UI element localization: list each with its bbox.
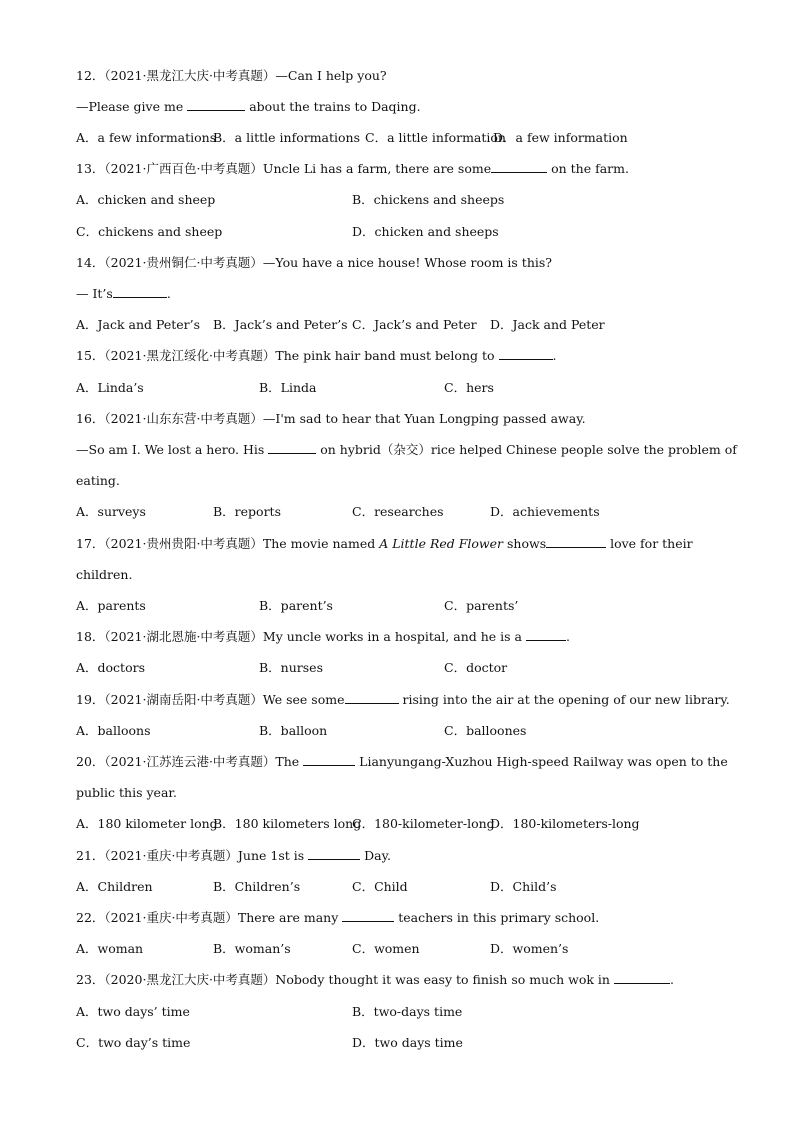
question-14-line2-text-post: . bbox=[166, 286, 171, 301]
question-18-text: 18．（2021·湖北恩施·中考真题）My uncle works in a hospital, and he is a bbox=[76, 629, 522, 644]
question-14-options bbox=[76, 315, 734, 335]
question-14-text: 14．（2021·贵州铜仁·中考真题）—You have a nice house! Whose room is this? bbox=[76, 255, 552, 270]
option-d[interactable]: D．Child’s bbox=[490, 879, 557, 894]
question-23-stem bbox=[76, 970, 734, 990]
question-12-stem bbox=[76, 66, 734, 86]
option-b[interactable]: B．parent’s bbox=[259, 598, 333, 613]
option-b[interactable]: B．reports bbox=[213, 504, 281, 519]
option-d[interactable]: D．two days time bbox=[352, 1035, 463, 1050]
question-17-text-post: love for their bbox=[610, 536, 693, 551]
question-15-options bbox=[76, 378, 734, 398]
option-c[interactable]: C．women bbox=[352, 941, 420, 956]
option-a[interactable]: A．Jack and Peter’s bbox=[76, 317, 201, 332]
option-c[interactable]: C．Jack’s and Peter bbox=[352, 317, 477, 332]
question-17-line2-text: children. bbox=[76, 567, 133, 582]
question-13-stem bbox=[76, 159, 734, 179]
question-13-text-post: on the farm. bbox=[551, 161, 629, 176]
option-c[interactable]: C．researches bbox=[352, 504, 444, 519]
question-17-text: 17．（2021·贵州贵阳·中考真题）The movie named bbox=[76, 536, 376, 551]
question-19-stem bbox=[76, 690, 734, 710]
option-a[interactable]: A．two days’ time bbox=[76, 1004, 190, 1019]
question-17-stem bbox=[76, 534, 734, 554]
answer-blank bbox=[187, 98, 245, 111]
question-18-options bbox=[76, 658, 734, 678]
answer-blank bbox=[345, 691, 399, 704]
question-19-text: 19．（2021·湖南岳阳·中考真题）We see some bbox=[76, 692, 345, 707]
question-17-text-mid: shows bbox=[507, 536, 547, 551]
option-a[interactable]: A．180 kilometer long bbox=[76, 816, 218, 831]
question-12-line2-text: —Please give me bbox=[76, 99, 184, 114]
question-15-text: 15．（2021·黑龙江绥化·中考真题）The pink hair band must belong to bbox=[76, 348, 495, 363]
question-18-text-post: . bbox=[565, 629, 570, 644]
option-b[interactable]: B．Jack’s and Peter’s bbox=[213, 317, 348, 332]
answer-blank bbox=[268, 441, 316, 454]
option-b[interactable]: B．woman’s bbox=[213, 941, 291, 956]
question-23-options-row1 bbox=[76, 1002, 734, 1022]
question-20-line2-text: public this year. bbox=[76, 785, 177, 800]
option-b[interactable]: B．Children’s bbox=[213, 879, 301, 894]
answer-blank bbox=[342, 909, 394, 922]
option-a[interactable]: A．Children bbox=[76, 879, 153, 894]
answer-blank bbox=[546, 535, 606, 548]
option-c[interactable]: C．two day’s time bbox=[76, 1035, 191, 1050]
option-c[interactable]: C．balloones bbox=[444, 723, 527, 738]
question-22-text-post: teachers in this primary school. bbox=[398, 910, 600, 925]
question-21-text: 21．（2021·重庆·中考真题）June 1st is bbox=[76, 848, 305, 863]
option-d[interactable]: D．180-kilometers-long bbox=[490, 816, 640, 831]
question-16-text: 16．（2021·山东东营·中考真题）—I'm sad to hear that Yuan Longping passed away. bbox=[76, 411, 586, 426]
option-b[interactable]: B．balloon bbox=[259, 723, 328, 738]
option-d[interactable]: D．chicken and sheeps bbox=[352, 224, 499, 239]
answer-blank bbox=[113, 285, 167, 298]
option-a[interactable]: A．surveys bbox=[76, 504, 146, 519]
option-a[interactable]: A．a few informations bbox=[76, 130, 217, 145]
question-20-text-post: Lianyungang-Xuzhou High-speed Railway was open to the bbox=[359, 754, 728, 769]
option-c[interactable]: C．parents’ bbox=[444, 598, 519, 613]
option-b[interactable]: B．two-days time bbox=[352, 1004, 463, 1019]
option-b[interactable]: B．chickens and sheeps bbox=[352, 192, 505, 207]
question-22-text: 22．（2021·重庆·中考真题）There are many bbox=[76, 910, 339, 925]
answer-blank bbox=[499, 347, 553, 360]
question-20-text: 20．（2021·江苏连云港·中考真题）The bbox=[76, 754, 300, 769]
option-b[interactable]: B．Linda bbox=[259, 380, 317, 395]
question-12-text: 12．（2021·黑龙江大庆·中考真题）—Can I help you? bbox=[76, 68, 387, 83]
answer-blank bbox=[526, 628, 566, 641]
question-14-line2-text: — It’s bbox=[76, 286, 113, 301]
question-23-text-post: . bbox=[669, 972, 674, 987]
question-16-line2 bbox=[76, 440, 737, 460]
question-20-line2 bbox=[76, 783, 734, 803]
option-d[interactable]: D．a few information bbox=[493, 130, 628, 145]
question-14-line2 bbox=[76, 284, 734, 304]
option-c[interactable]: C．chickens and sheep bbox=[76, 224, 223, 239]
answer-blank bbox=[303, 753, 355, 766]
question-16-line2-text-post: on hybrid（杂交）rice helped Chinese people solve the problem of bbox=[320, 442, 737, 457]
option-a[interactable]: A．parents bbox=[76, 598, 146, 613]
question-19-options bbox=[76, 721, 734, 741]
option-d[interactable]: D．achievements bbox=[490, 504, 600, 519]
option-d[interactable]: D．Jack and Peter bbox=[490, 317, 605, 332]
question-16-line3-text: eating. bbox=[76, 473, 120, 488]
question-15-text-post: . bbox=[552, 348, 557, 363]
option-c[interactable]: C．a little information bbox=[365, 130, 506, 145]
option-b[interactable]: B．a little informations bbox=[213, 130, 361, 145]
question-16-line2-text: —So am I. We lost a hero. His bbox=[76, 442, 265, 457]
option-c[interactable]: C．doctor bbox=[444, 660, 508, 675]
option-a[interactable]: A．woman bbox=[76, 941, 144, 956]
question-16-options bbox=[76, 502, 734, 522]
option-c[interactable]: C．Child bbox=[352, 879, 408, 894]
question-20-options bbox=[76, 814, 734, 834]
movie-title: A Little Red Flower bbox=[379, 536, 504, 551]
question-16-line3 bbox=[76, 471, 734, 491]
question-22-options bbox=[76, 939, 734, 959]
question-21-options bbox=[76, 877, 734, 897]
question-19-text-post: rising into the air at the opening of our new library. bbox=[402, 692, 730, 707]
question-12-line2-text-post: about the trains to Daqing. bbox=[249, 99, 421, 114]
option-b[interactable]: B．180 kilometers long bbox=[213, 816, 362, 831]
question-21-text-post: Day. bbox=[364, 848, 392, 863]
question-18-stem bbox=[76, 627, 734, 647]
question-14-stem bbox=[76, 253, 734, 273]
option-a[interactable]: A．Linda’s bbox=[76, 380, 144, 395]
option-d[interactable]: D．women’s bbox=[490, 941, 569, 956]
question-15-stem bbox=[76, 346, 734, 366]
answer-blank bbox=[308, 847, 360, 860]
question-17-line2 bbox=[76, 565, 734, 585]
question-20-stem bbox=[76, 752, 734, 772]
answer-blank bbox=[614, 971, 670, 984]
option-b[interactable]: B．nurses bbox=[259, 660, 323, 675]
question-17-options bbox=[76, 596, 734, 616]
option-a[interactable]: A．balloons bbox=[76, 723, 151, 738]
question-12-line2 bbox=[76, 97, 734, 117]
answer-blank bbox=[491, 160, 547, 173]
question-12-options bbox=[76, 128, 734, 148]
option-c[interactable]: C．hers bbox=[444, 380, 494, 395]
question-13-text: 13．（2021·广西百色·中考真题）Uncle Li has a farm, there are some bbox=[76, 161, 492, 176]
question-22-stem bbox=[76, 908, 734, 928]
question-23-text: 23．（2020·黑龙江大庆·中考真题）Nobody thought it was easy to finish so much wok in bbox=[76, 972, 610, 987]
option-a[interactable]: A．doctors bbox=[76, 660, 145, 675]
question-13-options-row1 bbox=[76, 190, 734, 210]
question-16-stem bbox=[76, 409, 734, 429]
option-c[interactable]: C．180-kilometer-long bbox=[352, 816, 495, 831]
question-13-options-row2 bbox=[76, 222, 734, 242]
option-a[interactable]: A．chicken and sheep bbox=[76, 192, 216, 207]
question-21-stem bbox=[76, 846, 734, 866]
question-23-options-row2 bbox=[76, 1033, 734, 1053]
